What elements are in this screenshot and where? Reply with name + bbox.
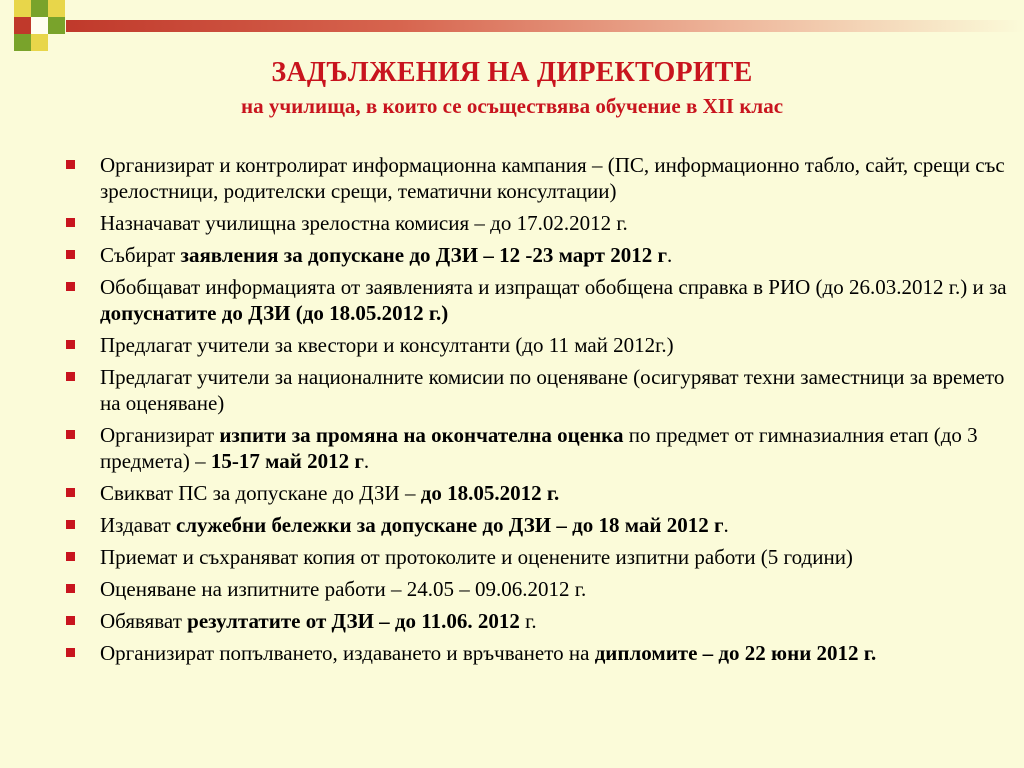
list-item-text: по предмет от гимназиалния етап (до 3 предмета) –	[100, 423, 978, 473]
square-bullet-icon	[66, 282, 75, 291]
deco-square	[14, 34, 31, 51]
deco-square	[48, 0, 65, 17]
square-bullet-icon	[66, 340, 75, 349]
list-item-text: Организират попълването, издаването и връчването на	[100, 641, 595, 665]
deco-square	[48, 17, 65, 34]
list-item-text: .	[363, 449, 370, 473]
square-bullet-icon	[66, 218, 75, 227]
deco-square	[31, 0, 48, 17]
list-item-text: .	[667, 243, 673, 267]
list-item-emphasis: допуснатите до ДЗИ (до 18.05.2012 г.)	[100, 301, 449, 325]
list-item	[58, 608, 1008, 634]
list-item-emphasis: до 18.05.2012 г.	[420, 481, 560, 505]
list-item-text: Издават	[100, 513, 176, 537]
square-bullet-icon	[66, 616, 75, 625]
list-item	[58, 210, 1008, 236]
square-bullet-icon	[66, 488, 75, 497]
list-item-emphasis: дипломите – до 22 юни 2012 г.	[594, 641, 877, 665]
list-item	[58, 364, 1008, 416]
slide-title-block	[0, 56, 1024, 120]
list-item-emphasis: 15-17 май 2012 г	[210, 449, 364, 473]
duties-list	[58, 152, 1008, 672]
list-item	[58, 512, 1008, 538]
deco-square	[14, 0, 31, 17]
slide-subtitle: на училища, в които се осъществява обучение в XII клас	[240, 94, 784, 118]
list-item	[58, 332, 1008, 358]
square-bullet-icon	[66, 430, 75, 439]
square-bullet-icon	[66, 584, 75, 593]
list-item-text: Оценяване на изпитните работи – 24.05 – 09.06.2012 г.	[100, 577, 587, 601]
list-item	[58, 576, 1008, 602]
list-item-text: г.	[519, 609, 537, 633]
list-item-emphasis: служебни бележки за допускане до ДЗИ – до 18 май 2012 г	[175, 513, 724, 537]
list-item	[58, 242, 1008, 268]
list-item-text: Събират	[100, 243, 181, 267]
list-item	[58, 544, 1008, 570]
list-item-text: Организират и контролират информационна кампания – (ПС, информационно табло, сайт, срещи със зрелостници, родителски срещи, тематични консултации)	[100, 153, 1005, 203]
list-item-text: .	[723, 513, 729, 537]
square-bullet-icon	[66, 250, 75, 259]
deco-square	[14, 17, 31, 34]
deco-square	[31, 17, 48, 34]
list-item-text: Организират	[100, 423, 220, 447]
list-item-text: Назначават училищна зрелостна комисия – до 17.02.2012 г.	[100, 211, 628, 235]
list-item-text: Предлагат учители за квестори и консултанти (до 11 май 2012г.)	[100, 333, 674, 357]
header-rule	[66, 20, 1024, 32]
list-item-text: Приемат и съхраняват копия от протоколите и оценените изпитни работи (5 години)	[100, 545, 853, 569]
list-item-emphasis: заявления за допускане до ДЗИ – 12 -23 март 2012 г	[180, 243, 667, 267]
square-bullet-icon	[66, 552, 75, 561]
list-item	[58, 422, 1008, 474]
list-item-text: Обобщават информацията от заявленията и изпращат обобщена справка в РИО (до 26.03.2012 г.) и за	[100, 275, 1007, 299]
square-bullet-icon	[66, 372, 75, 381]
list-item-emphasis: резултатите от ДЗИ – до 11.06. 2012	[187, 609, 520, 633]
list-item	[58, 274, 1008, 326]
list-item-text: Обявяват	[100, 609, 188, 633]
slide-title: ЗАДЪЛЖЕНИЯ НА ДИРЕКТОРИТЕ	[271, 57, 753, 88]
deco-square	[31, 34, 48, 51]
list-item	[58, 480, 1008, 506]
list-item	[58, 152, 1008, 204]
list-item	[58, 640, 1008, 666]
list-item-text: Свикват ПС за допускане до ДЗИ –	[100, 481, 421, 505]
list-item-emphasis: изпити за промяна на окончателна оценка	[219, 423, 624, 447]
list-item-text: Предлагат учители за националните комисии по оценяване (осигуряват техни заместници за времето на оценяване)	[100, 365, 1005, 415]
square-bullet-icon	[66, 160, 75, 169]
square-bullet-icon	[66, 520, 75, 529]
square-bullet-icon	[66, 648, 75, 657]
